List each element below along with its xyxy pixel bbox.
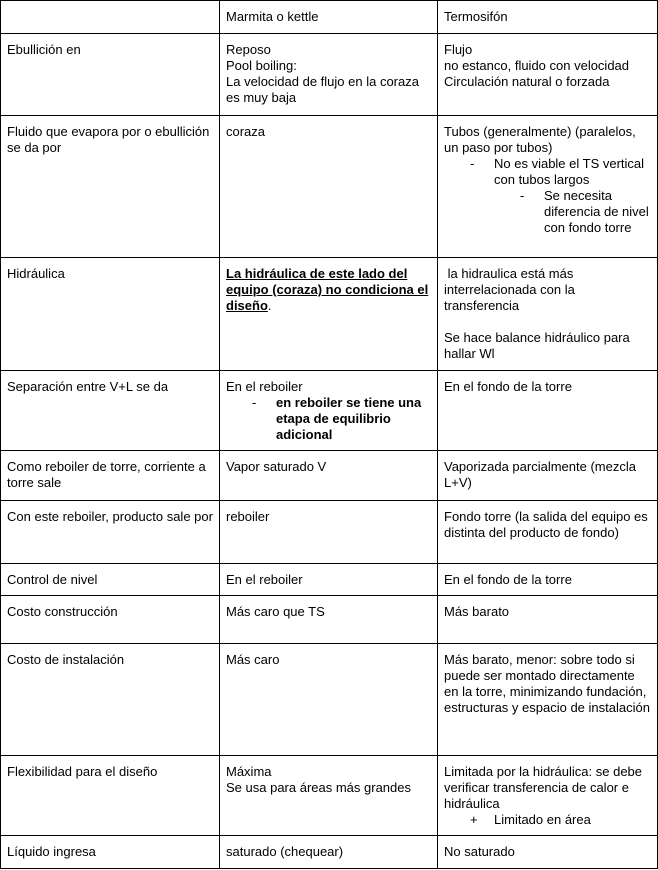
- table-row: [1, 258, 658, 371]
- thermosiphon-cell: En el fondo de la torre: [438, 371, 658, 451]
- kettle-cell: En el reboiler: [220, 564, 438, 596]
- thermosiphon-cell: Más barato: [438, 596, 658, 644]
- kettle-cell: [220, 756, 438, 836]
- row-label: Hidráulica: [1, 258, 220, 371]
- bullet-marker: -: [470, 156, 475, 171]
- cell-text: Se usa para áreas más grandes: [226, 780, 411, 795]
- cell-text: La velocidad de flujo en la coraza es muy baja: [226, 74, 419, 105]
- cell-text: Limitada por la hidráulica: se debe verificar transferencia de calor e hidráulica: [444, 764, 643, 811]
- thermosiphon-cell: Vaporizada parcialmente (mezcla L+V): [438, 451, 658, 501]
- table-row: [1, 836, 658, 869]
- table-row: [1, 34, 658, 116]
- table-row: [1, 451, 658, 501]
- table-row: [1, 371, 658, 451]
- list-item-text: en reboiler se tiene una etapa de equilibrio adicional: [276, 395, 422, 442]
- kettle-cell: [220, 258, 438, 371]
- table-row: [1, 756, 658, 836]
- kettle-cell: Vapor saturado V: [220, 451, 438, 501]
- cell-text: Tubos (generalmente) (paralelos, un paso por tubos): [444, 124, 636, 155]
- row-label: Costo de instalación: [1, 644, 220, 756]
- table-row: [1, 644, 658, 756]
- row-label: Separación entre V+L se da: [1, 371, 220, 451]
- cell-text: En el reboiler: [226, 379, 303, 394]
- table-row: [1, 501, 658, 564]
- cell-text: Pool boiling:: [226, 58, 297, 73]
- header-cell-kettle: Marmita o kettle: [220, 1, 438, 34]
- list-item: [444, 812, 651, 828]
- table-header-row: [1, 1, 658, 34]
- cell-text: Flujo: [444, 42, 473, 57]
- list-item: [444, 188, 651, 236]
- cell-text: Máxima: [226, 764, 272, 779]
- kettle-cell: Más caro: [220, 644, 438, 756]
- thermosiphon-cell: [438, 116, 658, 258]
- bullet-marker: -: [252, 395, 257, 410]
- emphasized-text: La hidráulica de este lado del equipo (coraza) no condiciona el diseño: [226, 266, 429, 313]
- kettle-cell: coraza: [220, 116, 438, 258]
- kettle-cell: [220, 371, 438, 451]
- paragraph-gap: [444, 314, 651, 330]
- thermosiphon-cell: Más barato, menor: sobre todo si puede ser montado directamente en la torre, minimizando fundación, estructuras y espacio de instalación: [438, 644, 658, 756]
- row-label: Líquido ingresa: [1, 836, 220, 869]
- list-item: [444, 156, 651, 188]
- list-item-text: Se necesita diferencia de nivel con fondo torre: [544, 188, 649, 235]
- kettle-cell: Más caro que TS: [220, 596, 438, 644]
- bullet-marker: +: [470, 812, 478, 827]
- kettle-cell: saturado (chequear): [220, 836, 438, 869]
- bullet-list: [444, 156, 651, 236]
- thermosiphon-cell: Fondo torre (la salida del equipo es distinta del producto de fondo): [438, 501, 658, 564]
- row-label: Con este reboiler, producto sale por: [1, 501, 220, 564]
- kettle-cell: reboiler: [220, 501, 438, 564]
- cell-text: la hidraulica está más interrelacionada con la transferencia: [444, 266, 579, 313]
- cell-text: no estanco, fluido con velocidad: [444, 58, 630, 73]
- thermosiphon-cell: [438, 258, 658, 371]
- row-label: Como reboiler de torre, corriente a torre sale: [1, 451, 220, 501]
- table-row: [1, 116, 658, 258]
- table-row: [1, 564, 658, 596]
- cell-text: Circulación natural o forzada: [444, 74, 610, 89]
- kettle-cell: [220, 34, 438, 116]
- thermosiphon-cell: No saturado: [438, 836, 658, 869]
- row-label: Fluido que evapora por o ebullición se da por: [1, 116, 220, 258]
- table-row: [1, 596, 658, 644]
- thermosiphon-cell: [438, 756, 658, 836]
- cell-text: Reposo: [226, 42, 271, 57]
- thermosiphon-cell: [438, 34, 658, 116]
- list-item-text: Limitado en área: [494, 812, 591, 827]
- row-label: Costo construcción: [1, 596, 220, 644]
- cell-text: .: [267, 298, 272, 313]
- thermosiphon-cell: En el fondo de la torre: [438, 564, 658, 596]
- list-item-text: No es viable el TS vertical con tubos largos: [494, 156, 645, 187]
- header-cell-empty: [1, 1, 220, 34]
- row-label: Flexibilidad para el diseño: [1, 756, 220, 836]
- list-item: [226, 395, 431, 443]
- row-label: Control de nivel: [1, 564, 220, 596]
- row-label: Ebullición en: [1, 34, 220, 116]
- cell-text: Se hace balance hidráulico para hallar Wl: [444, 330, 630, 361]
- header-cell-thermosiphon: Termosifón: [438, 1, 658, 34]
- bullet-marker: -: [520, 188, 525, 203]
